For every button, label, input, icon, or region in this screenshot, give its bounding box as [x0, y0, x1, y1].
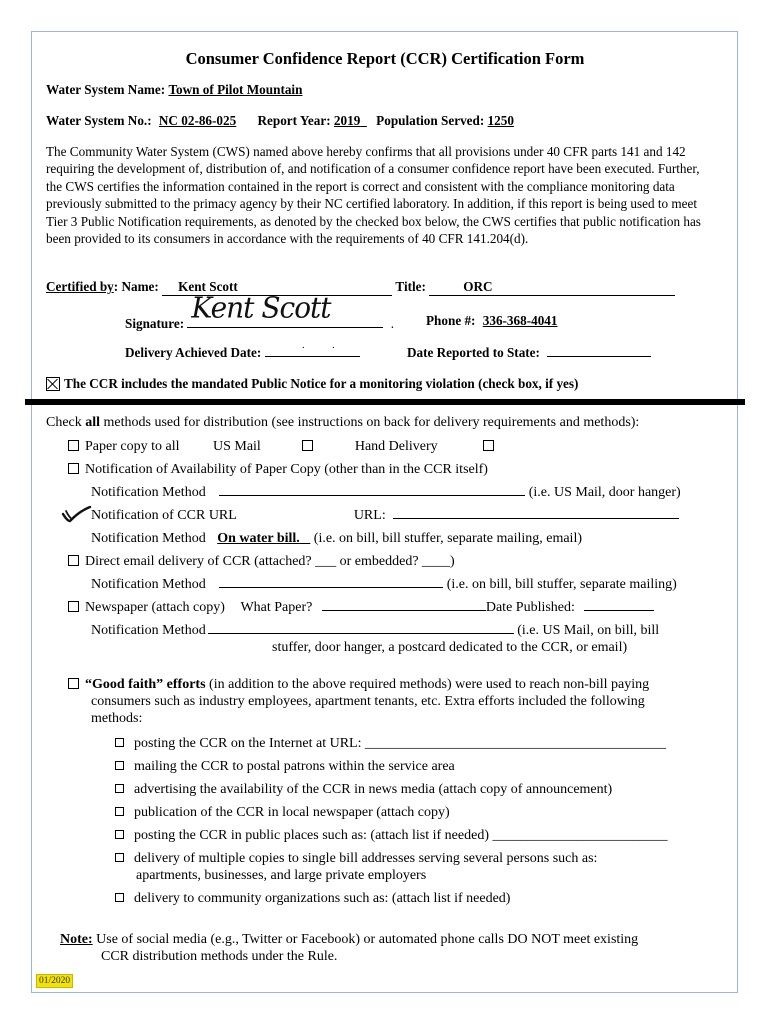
- good-faith-label: “Good faith” efforts: [85, 677, 206, 692]
- gf-item-advertising: advertising the availability of the CCR in news media (attach copy of announcement): [115, 782, 612, 798]
- notification-method-field-3[interactable]: [219, 577, 443, 588]
- what-paper-field[interactable]: [322, 600, 486, 611]
- gf-public-places-checkbox[interactable]: [115, 830, 124, 839]
- water-system-no-value: NC 02-86-025: [158, 113, 237, 128]
- notification-method-field-4[interactable]: [208, 623, 514, 634]
- phone-row: [426, 313, 557, 329]
- direct-email-label: Direct email delivery of CCR (attached? ___ or embedded? ____): [85, 554, 455, 569]
- gf-community-checkbox[interactable]: [115, 893, 124, 902]
- newspaper-row: [68, 600, 654, 616]
- water-system-name-value: Town of Pilot Mountain: [168, 82, 303, 97]
- date-reported-label: Date Reported to State:: [407, 345, 540, 360]
- notification-method-row-2: Notification Method On water bill. (i.e. on bill, bill stuffer, separate mailing, email): [91, 531, 582, 546]
- delivery-row: [125, 342, 360, 361]
- ccr-url-row: [68, 508, 679, 524]
- water-system-number-row: [46, 113, 514, 129]
- name-label: : Name:: [113, 279, 159, 294]
- hand-delivery-checkbox[interactable]: [483, 440, 494, 451]
- good-faith-line-2: consumers such as industry employees, apartment tenants, etc. Extra efforts included the following: [91, 694, 645, 709]
- public-notice-text: The CCR includes the mandated Public Notice for a monitoring violation (check box, if yes): [64, 376, 579, 391]
- notification-method-value-2: On water bill.: [217, 531, 300, 546]
- date-reported-field[interactable]: [547, 346, 651, 357]
- water-system-name-row: [46, 82, 302, 98]
- notification-method-hint-4b: stuffer, door hanger, a postcard dedicated to the CCR, or email): [272, 640, 628, 655]
- notification-availability-checkbox[interactable]: [68, 463, 79, 474]
- methods-intro: Check all methods used for distribution (see instructions on back for delivery requirements and methods):: [46, 415, 640, 430]
- paper-copy-checkbox[interactable]: [68, 440, 79, 451]
- gf-publication-checkbox[interactable]: [115, 807, 124, 816]
- direct-email-checkbox[interactable]: [68, 555, 79, 566]
- report-year-value: 2019: [333, 113, 361, 128]
- reported-row: [407, 345, 651, 361]
- url-field[interactable]: [393, 508, 679, 519]
- delivery-date-label: Delivery Achieved Date:: [125, 345, 262, 360]
- notification-availability-label: Notification of Availability of Paper Copy (other than in the CCR itself): [85, 462, 488, 477]
- version-badge: 01/2020: [36, 974, 73, 988]
- population-label: Population Served:: [376, 113, 485, 128]
- newspaper-checkbox[interactable]: [68, 601, 79, 612]
- note-label: Note:: [60, 932, 93, 947]
- public-notice-row: [46, 376, 578, 392]
- paper-copy-row: [68, 439, 500, 455]
- certification-paragraph: The Community Water System (CWS) named above hereby confirms that all provisions under 40 CFR parts 141 and 142 requiring the development of, distribution of, and notification of a consumer confidence report have been executed. Further, the CWS certifies the information contained in the report is correct and consistent with the compliance monitoring data previously submitted to the primacy agency by their NC certified laboratory. In addition, if this report is being used to meet Tier 3 Public Notification requirements, as denoted by the checked box below, the CWS certifies that public notification has been provided to its consumers in accordance with the requirements of 40 CFR 141.204(d).: [46, 144, 701, 247]
- title-field[interactable]: ORC: [429, 279, 675, 296]
- notification-method-row-4: Notification Method (i.e. US Mail, on bill, bill: [91, 623, 660, 638]
- name-field[interactable]: Kent Scott: [162, 279, 392, 296]
- delivery-date-field[interactable]: · ·: [265, 346, 360, 357]
- hand-delivery-label: Hand Delivery: [354, 439, 438, 454]
- certified-by-label: Certified by: [46, 279, 114, 294]
- notification-method-field-1[interactable]: [219, 485, 525, 496]
- gf-advertising-checkbox[interactable]: [115, 784, 124, 793]
- us-mail-label: US Mail: [212, 439, 261, 454]
- paper-copy-label: Paper copy to all: [85, 439, 180, 454]
- certified-by-row: [46, 279, 675, 296]
- report-year-label: Report Year:: [257, 113, 331, 128]
- phone-value: 336-368-4041: [482, 313, 558, 328]
- date-published-label: Date Published:: [485, 600, 575, 615]
- water-system-no-label: Water System No.:: [46, 113, 152, 128]
- date-published-field[interactable]: [584, 600, 654, 611]
- gf-mailing-checkbox[interactable]: [115, 761, 124, 770]
- us-mail-checkbox[interactable]: [302, 440, 313, 451]
- note-line-2: CCR distribution methods under the Rule.: [101, 949, 338, 964]
- notification-method-row-1: Notification Method (i.e. US Mail, door hanger): [91, 485, 681, 500]
- gf-item-multiple-copies: delivery of multiple copies to single bill addresses serving several persons such as:: [115, 851, 597, 867]
- note-line-1: Note: Use of social media (e.g., Twitter or Facebook) or automated phone calls DO NOT meet existing: [60, 932, 639, 947]
- handwritten-signature: Kent Scott: [191, 290, 331, 325]
- gf-item-internet: posting the CCR on the Internet at URL: ___________________________________________: [115, 736, 666, 752]
- population-value: 1250: [487, 113, 514, 128]
- good-faith-checkbox[interactable]: [68, 678, 79, 689]
- gf-item-multiple-copies-cont: apartments, businesses, and large private employers: [136, 868, 427, 883]
- direct-email-row: [68, 554, 455, 570]
- water-system-name-label: Water System Name:: [46, 82, 166, 97]
- notification-method-row-3: Notification Method (i.e. on bill, bill stuffer, separate mailing): [91, 577, 677, 592]
- form-title: Consumer Confidence Report (CCR) Certification Form: [185, 49, 585, 68]
- signature-label: Signature:: [125, 316, 185, 331]
- title-label: Title:: [395, 279, 426, 294]
- what-paper-label: What Paper?: [240, 600, 313, 615]
- url-label: URL:: [353, 508, 386, 523]
- good-faith-line-3: methods:: [91, 711, 143, 726]
- checkmark-icon: [60, 505, 94, 523]
- gf-item-publication: publication of the CCR in local newspaper (attach copy): [115, 805, 450, 821]
- phone-label: Phone #:: [426, 313, 476, 328]
- section-divider: [25, 399, 745, 405]
- notification-availability-row: [68, 462, 488, 478]
- gf-internet-checkbox[interactable]: [115, 738, 124, 747]
- signature-row: Signature: Kent Scott .: [125, 290, 394, 331]
- gf-multiple-copies-checkbox[interactable]: [115, 853, 124, 862]
- gf-item-public-places: posting the CCR in public places such as: (attach list if needed) _________________________: [115, 828, 667, 844]
- ccr-url-label: Notification of CCR URL: [91, 508, 237, 523]
- public-notice-checkbox[interactable]: [46, 377, 60, 391]
- gf-item-mailing: mailing the CCR to postal patrons within the service area: [115, 759, 455, 775]
- gf-item-community: delivery to community organizations such as: (attach list if needed): [115, 891, 510, 907]
- newspaper-label: Newspaper (attach copy): [85, 600, 225, 615]
- good-faith-row: “Good faith” efforts (in addition to the above required methods) were used to reach non-bill paying: [68, 677, 649, 693]
